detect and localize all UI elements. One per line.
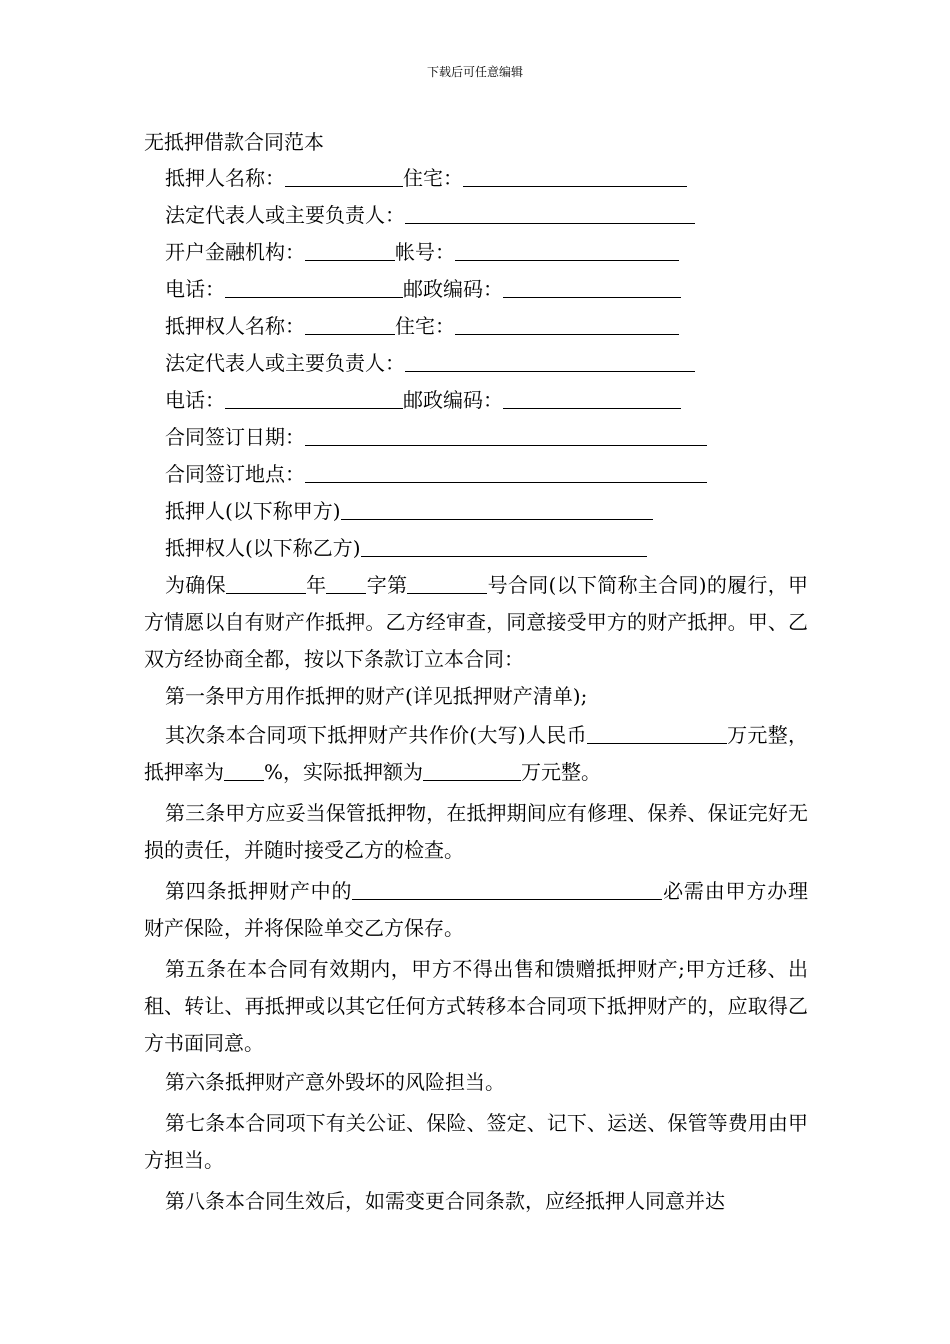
article-4-text-1: 第四条抵押财产中的 xyxy=(165,879,353,903)
mortgagor-legal-rep-line xyxy=(144,197,808,234)
mortgagor-name-line xyxy=(144,160,808,197)
bank-label: 开户金融机构： xyxy=(165,240,305,264)
preamble-text-3: 字第 xyxy=(366,573,408,597)
article-5: 第五条在本合同有效期内，甲方不得出售和馈赠抵押财产;甲方迁移、出租、转让、再抵押或以其它任何方式转移本合同项下抵押财产的，应取得乙方书面同意。 xyxy=(144,957,808,1055)
account-label: 帐号： xyxy=(395,240,455,264)
valuation-amount-blank[interactable] xyxy=(587,721,727,744)
mortgagor-legal-rep-blank[interactable] xyxy=(405,201,695,224)
article-6: 第六条抵押财产意外毁坏的风险担当。 xyxy=(165,1070,505,1094)
article-7: 第七条本合同项下有关公证、保险、签定、记下、运送、保管等费用由甲方担当。 xyxy=(144,1111,808,1172)
party-a-line xyxy=(144,493,808,530)
sign-date-line xyxy=(144,419,808,456)
preamble-text-1: 为确保 xyxy=(165,573,226,597)
mortgagee-name-line xyxy=(144,308,808,345)
document-title: 无抵押借款合同范本 xyxy=(144,130,324,154)
sign-place-blank[interactable] xyxy=(305,460,707,483)
mortgagor-postcode-blank[interactable] xyxy=(503,275,681,298)
mortgagee-residence-blank[interactable] xyxy=(455,312,679,335)
sign-place-line xyxy=(144,456,808,493)
insured-property-blank[interactable] xyxy=(352,877,662,900)
mortgagee-postcode-blank[interactable] xyxy=(503,386,681,409)
sign-place-label: 合同签订地点： xyxy=(165,462,305,486)
article-2 xyxy=(144,717,808,791)
party-b-line xyxy=(144,530,808,567)
party-b-label: 抵押权人(以下称乙方) xyxy=(165,536,361,560)
article-8: 第八条本合同生效后，如需变更合同条款，应经抵押人同意并达 xyxy=(165,1189,725,1213)
legal-rep-label: 法定代表人或主要负责人： xyxy=(165,203,405,227)
mortgagor-residence-blank[interactable] xyxy=(463,164,687,187)
residence-label: 住宅： xyxy=(403,166,463,190)
preamble-paragraph xyxy=(144,567,808,678)
mortgagee-phone-blank[interactable] xyxy=(225,386,403,409)
contract-year-blank[interactable] xyxy=(226,571,306,594)
article-1: 第一条甲方用作抵押的财产(详见抵押财产清单); xyxy=(165,684,588,708)
phone-label: 电话： xyxy=(165,277,225,301)
article-2-text-1: 其次条本合同项下抵押财产共作价(大写)人民币 xyxy=(165,723,587,747)
party-a-blank[interactable] xyxy=(341,497,653,520)
party-a-label: 抵押人(以下称甲方) xyxy=(165,499,341,523)
preamble-text-2: 年 xyxy=(305,573,327,597)
postcode-label: 邮政编码： xyxy=(403,277,503,301)
sign-date-blank[interactable] xyxy=(305,423,707,446)
mortgagee-name-label: 抵押权人名称： xyxy=(165,314,305,338)
mortgagee-legal-rep-line xyxy=(144,345,808,382)
account-blank[interactable] xyxy=(455,238,679,261)
article-2-text-2: 万元整，抵押率为 xyxy=(144,723,808,784)
mortgagor-phone-line xyxy=(144,271,808,308)
mortgagor-name-blank[interactable] xyxy=(285,164,403,187)
article-2-text-4: 万元整。 xyxy=(521,760,602,784)
article-4-text-2: 必需由甲方办理财产保险，并将保险单交乙方保存。 xyxy=(144,879,808,940)
mortgage-rate-blank[interactable] xyxy=(224,758,264,781)
preamble-text-4: 号合同(以下简称主合同)的履行，甲方情愿以自有财产作抵押。乙方经审查，同意接受甲方的财产抵押。甲、乙双方经协商全都，按以下条款订立本合同： xyxy=(144,573,809,671)
actual-mortgage-amount-blank[interactable] xyxy=(423,758,521,781)
article-4 xyxy=(144,873,808,947)
bank-line xyxy=(144,234,808,271)
mortgagor-name-label: 抵押人名称： xyxy=(165,166,285,190)
mortgagee-legal-rep-blank[interactable] xyxy=(405,349,695,372)
contract-number-blank[interactable] xyxy=(407,571,487,594)
header-note: 下载后可任意编辑 xyxy=(426,65,523,79)
mortgagee-phone-line xyxy=(144,382,808,419)
legal-rep-label: 法定代表人或主要负责人： xyxy=(165,351,405,375)
postcode-label: 邮政编码： xyxy=(403,388,503,412)
phone-label: 电话： xyxy=(165,388,225,412)
contract-word-blank[interactable] xyxy=(326,571,366,594)
party-b-blank[interactable] xyxy=(361,534,647,557)
article-3: 第三条甲方应妥当保管抵押物，在抵押期间应有修理、保养、保证完好无损的责任，并随时接受乙方的检查。 xyxy=(144,801,808,862)
residence-label: 住宅： xyxy=(395,314,455,338)
mortgagee-name-blank[interactable] xyxy=(305,312,395,335)
article-2-text-3: %，实际抵押额为 xyxy=(264,760,424,784)
contract-document xyxy=(144,124,808,1220)
bank-blank[interactable] xyxy=(305,238,395,261)
sign-date-label: 合同签订日期： xyxy=(165,425,305,449)
mortgagor-phone-blank[interactable] xyxy=(225,275,403,298)
